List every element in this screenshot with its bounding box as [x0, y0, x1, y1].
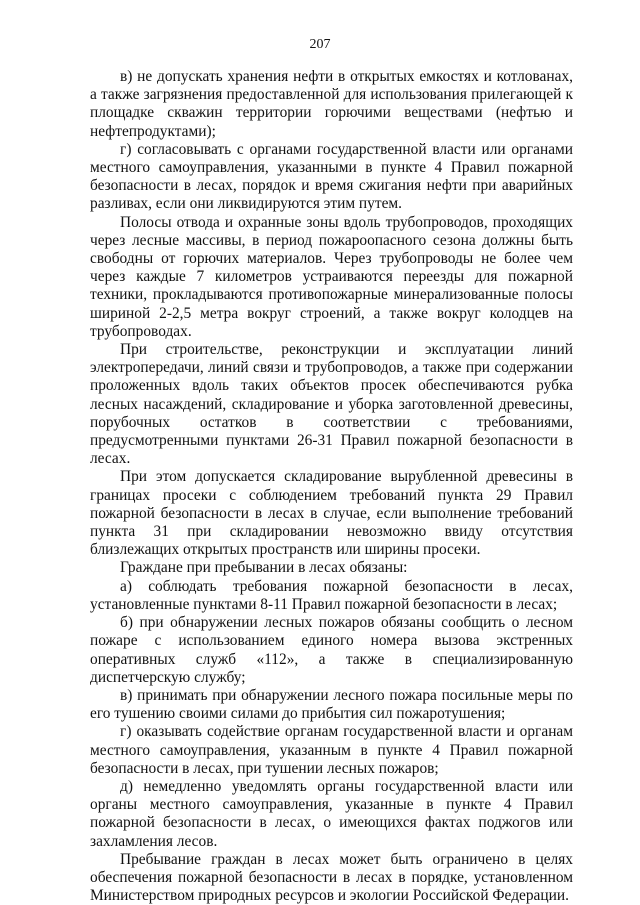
paragraph-clause-v-oil-storage: в) не допускать хранения нефти в открытых емкостях и котлованах, а также загрязнения предоставленной для использования прилегающей к площадке скважин территории горючими веществами (нефтью и нефтепродуктами); [90, 68, 573, 140]
paragraph-construction: При строительстве, реконструкции и эксплуатации линий электропередачи, линий связи и трубопроводов, а также при содержании проложенных вдоль таких объектов просек обеспечиваются рубка лесных насаждений, складирование и уборка заготовленной древесины, порубочных остатков в соответствии с требованиями, предусмотренными пунктами 26-31 Правил пожарной безопасности в лесах. [90, 341, 573, 468]
paragraph-clause-g-oil-burning: г) согласовывать с органами государственной власти или органами местного самоуправления, указанными в пункте 4 Правил пожарной безопасности в лесах, порядок и время сжигания нефти при аварийных разливах, если они ликвидируются этим путем. [90, 140, 573, 213]
paragraph-clause-a: а) соблюдать требования пожарной безопасности в лесах, установленные пунктами 8-11 Правил пожарной безопасности в лесах; [90, 577, 573, 613]
paragraph-clause-v: в) принимать при обнаружении лесного пожара посильные меры по его тушению своими силами до прибытия сил пожаротушения; [90, 686, 573, 723]
body-text [90, 68, 573, 905]
paragraph-pipeline-zones: Полосы отвода и охранные зоны вдоль трубопроводов, проходящих через лесные массивы, в период пожароопасного сезона должны быть свободны от горючих материалов. Через трубопроводы не более чем через каждые 7 километров устраиваются переезды для пожарной техники, прокладываются противопожарные минерализованные полосы шириной 2-2,5 метра вокруг строений, а также вокруг колодцев на трубопроводах. [90, 213, 573, 340]
paragraph-clause-b: б) при обнаружении лесных пожаров обязаны сообщить о лесном пожаре с использованием единого номера вызова экстренных оперативных служб «112», а также в специализированную диспетчерскую службу; [90, 614, 573, 686]
paragraph-clause-d: д) немедленно уведомлять органы государственной власти или органы местного самоуправления, указанные в пункте 4 Правил пожарной безопасности в лесах, о имеющихся фактах поджогов или захламления лесов. [90, 777, 573, 850]
page-number: 207 [309, 37, 331, 52]
paragraph-clause-g: г) оказывать содействие органам государственной власти и органам местного самоуправления, указанным в пункте 4 Правил пожарной безопасности в лесах, при тушении лесных пожаров; [90, 723, 573, 777]
paragraph-wood-storage: При этом допускается складирование вырубленной древесины в границах просеки с соблюдением требований пункта 29 Правил пожарной безопасности в лесах в случае, если выполнение требований пункта 31 при складировании невозможно ввиду отсутствия близлежащих открытых пространств или ширины просеки. [90, 468, 573, 559]
paragraph-stay-restriction: Пребывание граждан в лесах может быть ограничено в целях обеспечения пожарной безопасности в лесах в порядке, установленном Министерством природных ресурсов и экологии Российской Федерации. [90, 850, 573, 905]
paragraph-citizens-obliged: Граждане при пребывании в лесах обязаны: [120, 559, 408, 577]
